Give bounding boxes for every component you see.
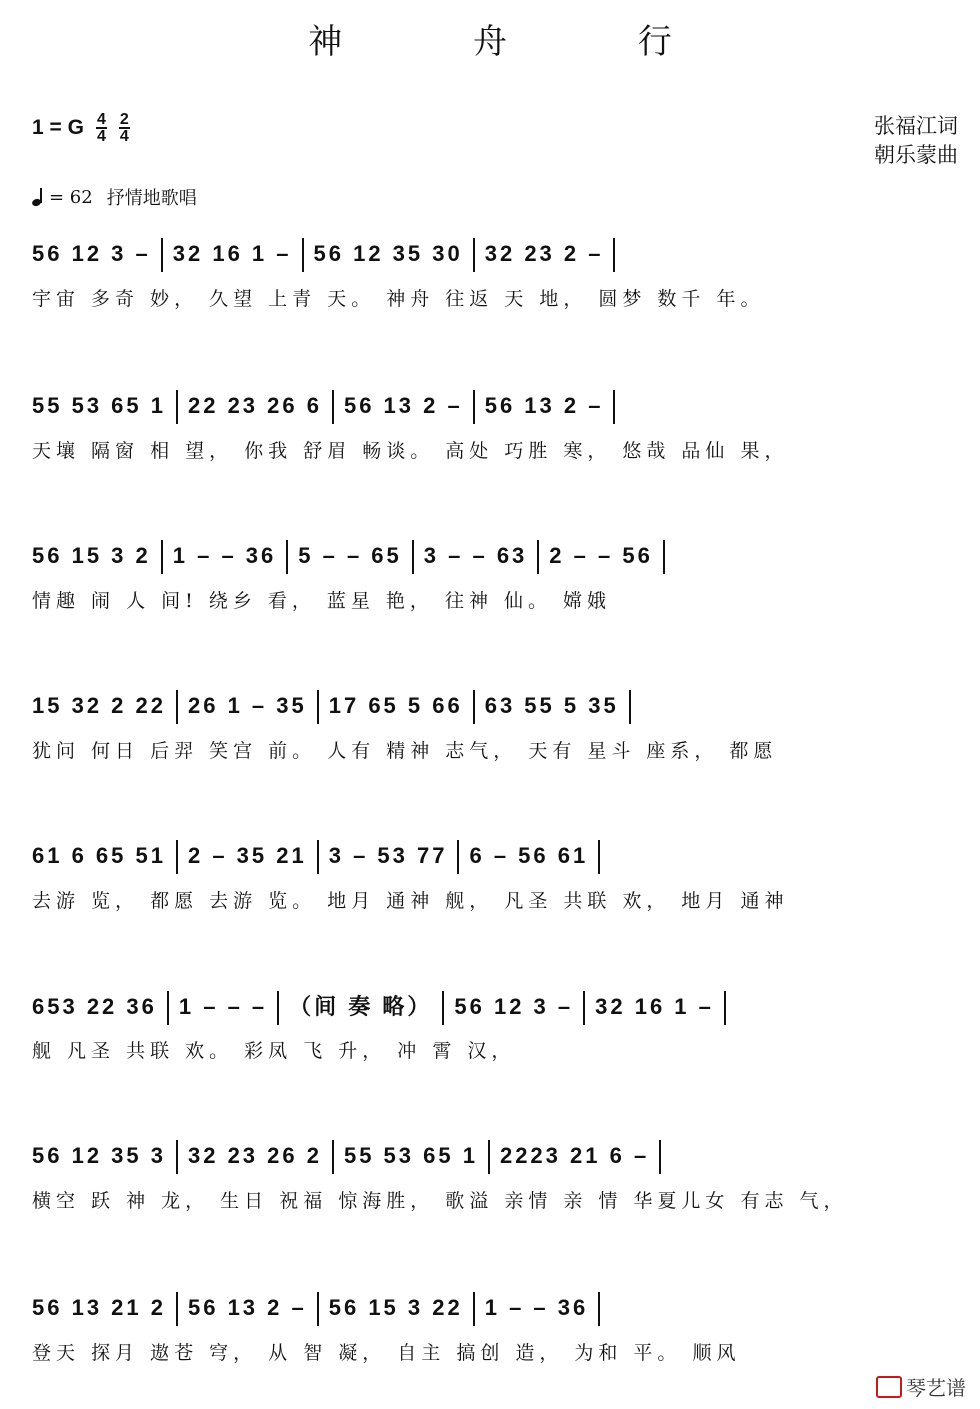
lyric-line: 登天 探月 遨苍 穹， 从 智 凝， 自主 搞创 造， 为和 平。 顺风 xyxy=(32,1342,741,1364)
measure: 22 23 26 6 xyxy=(187,392,322,418)
barline xyxy=(488,1140,490,1174)
lyric-line: 犹问 何日 后羿 笑宫 前。 人有 精神 志气， 天有 星斗 座系， 都愿 xyxy=(32,740,778,762)
measure: 15 32 2 22 xyxy=(32,692,166,718)
measure: 653 22 36 xyxy=(32,994,157,1019)
barline xyxy=(332,1140,334,1174)
barline xyxy=(176,690,178,724)
barline xyxy=(332,390,334,424)
logo-icon xyxy=(876,1376,902,1398)
barline xyxy=(176,390,178,424)
key-label: 1 = G xyxy=(32,116,84,139)
notation-line xyxy=(32,690,957,730)
notation-line xyxy=(32,1292,957,1332)
tempo-marking xyxy=(32,184,197,210)
measure: 1 – – 36 xyxy=(484,1294,589,1320)
measure: 55 53 65 1 xyxy=(343,1142,478,1168)
tempo-value: = 62 xyxy=(49,186,93,208)
measure: 56 13 2 – xyxy=(484,392,604,418)
measure: 6 – 56 61 xyxy=(469,842,589,868)
barline xyxy=(302,238,304,272)
notation-line xyxy=(32,540,957,580)
barline xyxy=(598,840,600,874)
barline xyxy=(473,1292,475,1326)
barline xyxy=(659,1140,661,1174)
barline xyxy=(583,991,585,1025)
barline xyxy=(277,991,279,1025)
site-logo xyxy=(876,1372,966,1401)
notation-line xyxy=(32,390,957,430)
page-title: 神 舟 行 xyxy=(308,22,732,62)
barline xyxy=(663,540,665,574)
lyric-line: 天壤 隔窗 相 望， 你我 舒眉 畅谈。 高处 巧胜 寒， 悠哉 品仙 果， xyxy=(32,440,789,462)
measure: 32 23 2 – xyxy=(484,240,604,266)
measure: 1 – – 36 xyxy=(172,542,277,568)
lyric-line: 宇宙 多奇 妙， 久望 上青 天。 神舟 往返 天 地， 圆梦 数千 年。 xyxy=(32,288,765,310)
barline xyxy=(598,1292,600,1326)
notation-line xyxy=(32,238,957,278)
barline xyxy=(161,238,163,272)
barline xyxy=(176,1292,178,1326)
measure: 1 – – – xyxy=(178,994,268,1019)
credits xyxy=(874,112,958,170)
measure: 56 13 21 2 xyxy=(32,1294,166,1320)
measure: 56 13 2 – xyxy=(187,1294,307,1320)
barline xyxy=(176,840,178,874)
measure: 56 15 3 2 xyxy=(32,542,151,568)
lyric-line: 舰 凡圣 共联 欢。 彩凤 飞 升， 冲 霄 汉， xyxy=(32,1040,516,1062)
meter-4-4: $\frac{4}{4}$ xyxy=(96,111,106,145)
lyric-line: 去游 览， 都愿 去游 览。 地月 通神 舰， 凡圣 共联 欢， 地月 通神 xyxy=(32,890,789,912)
quarter-note-icon xyxy=(32,188,43,206)
measure: 3 – 53 77 xyxy=(328,842,448,868)
barline xyxy=(613,390,615,424)
measure: 2 – – 56 xyxy=(549,542,653,568)
measure: 56 15 3 22 xyxy=(328,1294,463,1320)
measure: 56 12 35 30 xyxy=(313,240,463,266)
logo-text: 琴艺谱 xyxy=(906,1376,966,1400)
measure: 32 23 26 2 xyxy=(187,1142,322,1168)
barline xyxy=(613,238,615,272)
measure: 3 – – 63 xyxy=(423,542,528,568)
measure: 63 55 5 35 xyxy=(484,692,619,718)
measure: 56 12 3 – xyxy=(454,994,574,1019)
meter-2-4: $\frac{2}{4}$ xyxy=(119,111,129,145)
measure: 32 16 1 – xyxy=(595,994,714,1019)
measure: 61 6 65 51 xyxy=(32,842,166,868)
lyric-line: 横空 跃 神 龙， 生日 祝福 惊海胜， 歌溢 亲情 亲 情 华夏儿女 有志 气， xyxy=(32,1190,848,1212)
barline xyxy=(724,991,726,1025)
barline xyxy=(317,1292,319,1326)
barline xyxy=(412,540,414,574)
barline xyxy=(161,540,163,574)
key-signature xyxy=(32,112,130,144)
notation-line xyxy=(32,990,957,1030)
measure: 17 65 5 66 xyxy=(328,692,463,718)
barline xyxy=(442,991,444,1025)
lyricist: 张福江词 xyxy=(874,114,958,138)
measure: 5 – – 65 xyxy=(298,542,402,568)
barline xyxy=(473,390,475,424)
lyric-line: 情趣 闹 人 间! 绕乡 看， 蓝星 艳， 往神 仙。 嫦娥 xyxy=(32,590,612,612)
barline xyxy=(317,690,319,724)
measure: 32 16 1 – xyxy=(172,240,292,266)
composer: 朝乐蒙曲 xyxy=(874,143,958,167)
barline xyxy=(457,840,459,874)
measure: 2223 21 6 – xyxy=(499,1142,650,1168)
measure: 56 12 35 3 xyxy=(32,1142,166,1168)
barline xyxy=(629,690,631,724)
measure: （间 奏 略） xyxy=(289,994,433,1019)
notation-line xyxy=(32,840,957,880)
barline xyxy=(473,690,475,724)
barline xyxy=(537,540,539,574)
notation-line xyxy=(32,1140,957,1180)
measure: 26 1 – 35 xyxy=(187,692,307,718)
barline xyxy=(176,1140,178,1174)
measure: 56 12 3 – xyxy=(32,240,151,266)
barline xyxy=(286,540,288,574)
barline xyxy=(317,840,319,874)
tempo-expression: 抒情地歌唱 xyxy=(106,188,197,209)
barline xyxy=(167,991,169,1025)
barline xyxy=(473,238,475,272)
measure: 56 13 2 – xyxy=(343,392,463,418)
measure: 55 53 65 1 xyxy=(32,392,166,418)
measure: 2 – 35 21 xyxy=(187,842,307,868)
